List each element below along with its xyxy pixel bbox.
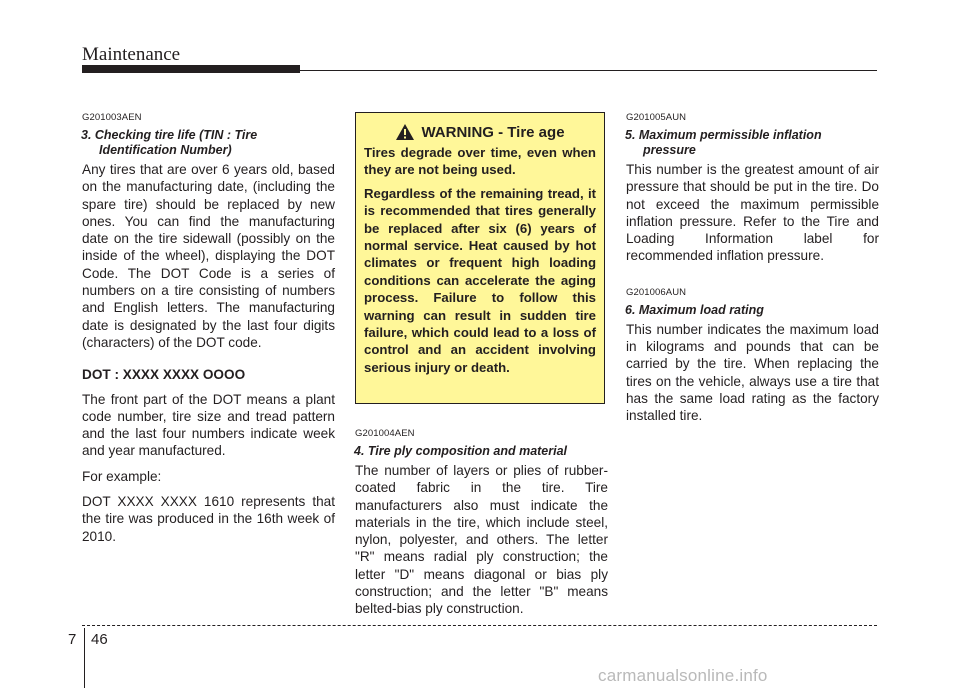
warning-box [355, 112, 605, 404]
section-code: G201003AEN [82, 112, 142, 123]
body-paragraph: Any tires that are over 6 years old, based on the manufacturing date, (including the spare tire) should be replaced by new ones. You can find the manufacturing date on the tire sidewall (possibly on the inside of the wheel), displaying the DOT Code. The DOT Code is a series of numbers on a tire consisting of numbers and English letters. The manufacturing date is designated by the last four digits (characters) of the DOT code. [82, 162, 335, 350]
heading-line-2: Identification Number) [99, 143, 232, 157]
body-paragraph: This number indicates the maximum load in kilograms and pounds that can be carried by the tire. When replacing the tires on the vehicle, always use a tire that has the same load rating as the factory installed tire. [626, 321, 879, 424]
column-right [626, 112, 879, 425]
section-heading: 4. Tire ply composition and material [354, 444, 568, 458]
warning-header [364, 123, 596, 141]
footer-separator [84, 628, 85, 688]
warning-triangle-icon [395, 123, 415, 141]
header-rule-thin [300, 70, 877, 71]
section-heading [82, 128, 335, 158]
page-header-title: Maintenance [82, 44, 181, 65]
heading-line-1: 3. Checking tire life (TIN : Tire [81, 128, 258, 142]
body-paragraph: For example: [82, 468, 162, 484]
warning-title: WARNING - Tire age [421, 123, 565, 141]
heading-line-2: pressure [643, 143, 696, 157]
watermark: carmanualsonline.info [598, 666, 768, 685]
header-rule-thick [82, 65, 300, 73]
warning-paragraph: Tires degrade over time, even when they are not being used. [364, 145, 596, 178]
column-middle [355, 428, 608, 618]
section-code: G201006AUN [626, 286, 687, 298]
section-heading: 6. Maximum load rating [625, 302, 764, 317]
section-heading [626, 128, 879, 158]
section-code: G201004AEN [355, 428, 415, 439]
body-paragraph: The front part of the DOT means a plant code number, tire size and tread pattern and the last four numbers indicate week and year manufactured. [82, 391, 335, 459]
body-paragraph: The number of layers or plies of rubber-coated fabric in the tire. Tire manufacturers also must indicate the materials in the tire, which include steel, nylon, polyester, and others. The letter "R" means radial ply construction; the letter "D" means diagonal or bias ply construction; and the letter "B" means belted-bias ply construction. [355, 463, 608, 617]
page-number: 46 [91, 631, 108, 648]
section-code: G201005AUN [626, 112, 687, 123]
footer-rule [82, 625, 877, 626]
warning-paragraph: Regardless of the remaining tread, it is recommended that tires generally be replaced after six (6) years of normal service. Heat caused by hot climates or frequent high loading conditions can accelerate the aging process. Failure to follow this warning can result in sudden tire failure, which could lead to a loss of control and an accident involving serious injury or death. [364, 185, 596, 375]
body-paragraph: DOT XXXX XXXX 1610 represents that the tire was produced in the 16th week of 2010. [82, 494, 335, 544]
body-paragraph: This number is the greatest amount of air pressure that should be put in the tire. Do not exceed the maximum permissible inflation pressure. Refer to the Tire and Loading Information label for recommended inflation pressure. [626, 162, 879, 264]
column-left [82, 112, 335, 545]
dot-code-label: DOT : XXXX XXXX OOOO [82, 367, 246, 383]
heading-line-1: 5. Maximum permissible inflation [625, 128, 822, 142]
chapter-number: 7 [68, 631, 77, 648]
